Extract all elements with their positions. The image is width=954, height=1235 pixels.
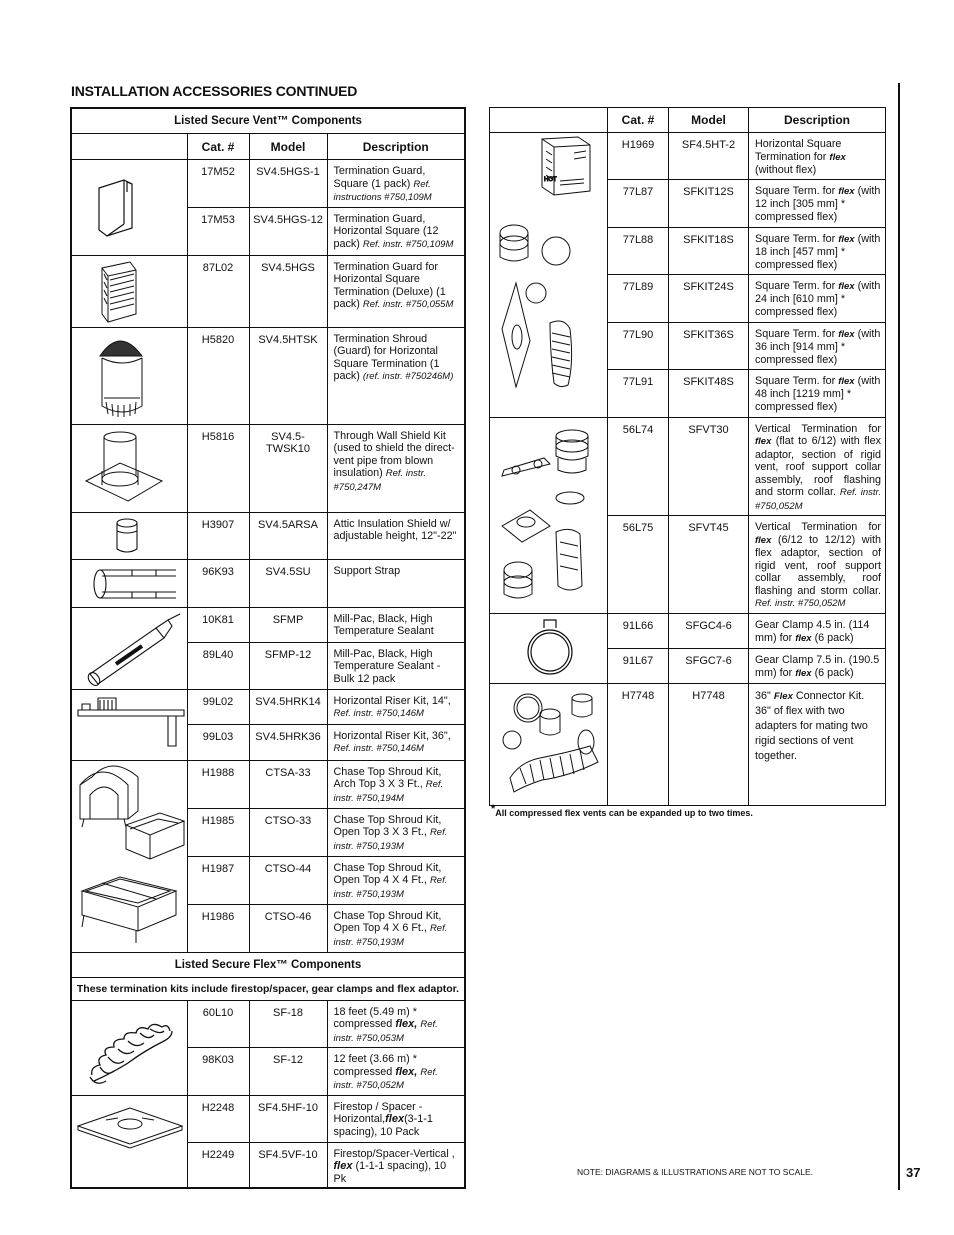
desc-cell bbox=[749, 274, 886, 322]
cat-cell: 77L89 bbox=[608, 274, 669, 322]
ref-text: Ref. instructions #750,109M bbox=[333, 178, 432, 203]
ref-text: Ref. instr. #750,055M bbox=[362, 299, 454, 310]
desc-cell bbox=[749, 614, 886, 649]
cat-cell: 17M52 bbox=[187, 160, 249, 208]
vertical-termination-icon bbox=[490, 418, 608, 614]
desc-cell bbox=[749, 684, 886, 806]
model-cell: SV4.5HRK36 bbox=[249, 724, 327, 760]
model-cell: SFGC7-6 bbox=[669, 649, 749, 684]
desc-cell bbox=[327, 207, 465, 255]
ref-text: (ref. instr. #750246M) bbox=[362, 371, 454, 382]
desc-text: Termination Guard, Square (1 pack) bbox=[333, 165, 426, 190]
cat-cell: 91L67 bbox=[608, 649, 669, 684]
flex-word: flex bbox=[755, 534, 772, 546]
desc-tail: (3-1-1 spacing), 10 Pack bbox=[333, 1113, 433, 1138]
cat-cell: 60L10 bbox=[187, 1000, 249, 1048]
vertical-termination-illustration bbox=[490, 417, 608, 614]
model-cell: SV4.5-TWSK10 bbox=[249, 424, 327, 512]
ref-text: Ref. instr. #750,052M bbox=[755, 487, 881, 512]
attic-shield-illustration bbox=[71, 512, 187, 559]
flex-coil-icon bbox=[72, 1001, 188, 1095]
model-cell: SFKIT48S bbox=[669, 369, 749, 417]
connector-kit-icon bbox=[490, 684, 608, 806]
cat-cell: 77L88 bbox=[608, 227, 669, 274]
cat-cell: 99L02 bbox=[187, 689, 249, 724]
cat-cell: 99L03 bbox=[187, 724, 249, 760]
wall-shield-icon bbox=[72, 425, 188, 513]
flex-section-heading: Listed Secure Flex™ Components bbox=[71, 952, 465, 977]
svg-text:HOT: HOT bbox=[544, 177, 557, 183]
desc-text: Square Term. for bbox=[755, 374, 836, 387]
page-title: INSTALLATION ACCESSORIES CONTINUED bbox=[71, 83, 358, 99]
model-cell: CTSO-46 bbox=[249, 904, 327, 952]
desc-text: Through Wall Shield Kit (used to shield the direct-vent pipe from blown insulation) bbox=[333, 429, 455, 479]
model-cell: CTSO-33 bbox=[249, 808, 327, 856]
cat-cell: 96K93 bbox=[187, 559, 249, 607]
square-termination-kit-illustration bbox=[490, 133, 608, 418]
model-cell: SF4.5HT-2 bbox=[669, 133, 749, 180]
desc-text: Termination Guard, Horizontal Square (12 pack) bbox=[333, 212, 439, 250]
model-cell: SFMP bbox=[249, 607, 327, 642]
desc-cell bbox=[327, 1048, 465, 1096]
model-cell: SF-18 bbox=[249, 1000, 327, 1048]
model-cell: SFKIT18S bbox=[669, 227, 749, 274]
desc-text: Horizontal Square Termination for bbox=[755, 138, 842, 163]
model-cell: SV4.5HGS bbox=[249, 255, 327, 327]
model-cell: SFGC4-6 bbox=[669, 614, 749, 649]
footnote-text: All compressed flex vents can be expanded up to two times. bbox=[495, 808, 753, 818]
desc-tail: (with 36 inch [914 mm] * compressed flex) bbox=[755, 327, 881, 366]
cat-cell: 56L74 bbox=[608, 417, 669, 516]
wall-shield-illustration bbox=[71, 424, 187, 512]
cat-cell: H7748 bbox=[608, 684, 669, 806]
desc-tail: (1-1-1 spacing), 10 Pk bbox=[333, 1160, 447, 1185]
cat-cell: 77L87 bbox=[608, 179, 669, 227]
model-cell: CTSO-44 bbox=[249, 856, 327, 904]
desc-text: Horizontal Riser Kit, 36", bbox=[333, 729, 451, 742]
desc-text: 36" bbox=[755, 690, 771, 702]
desc-cell bbox=[327, 808, 465, 856]
desc-text: Termination Shroud (Guard) for Horizontal Square Termination (1 pack) bbox=[333, 332, 440, 382]
desc-text: Firestop / Spacer - Horizontal, bbox=[333, 1100, 423, 1125]
desc-cell bbox=[327, 689, 465, 724]
flex-termination-table bbox=[489, 107, 886, 806]
model-cell: SFVT45 bbox=[669, 516, 749, 614]
flex-word: flex bbox=[838, 375, 855, 387]
desc-cell bbox=[749, 649, 886, 684]
model-cell: SFKIT24S bbox=[669, 274, 749, 322]
model-cell: SFKIT36S bbox=[669, 322, 749, 369]
desc-tail: (6 pack) bbox=[814, 666, 854, 679]
cat-cell: H2248 bbox=[187, 1095, 249, 1142]
cat-cell: H1987 bbox=[187, 856, 249, 904]
firestop-illustration bbox=[71, 1095, 187, 1188]
desc-tail: (with 48 inch [1219 mm] * compressed flex) bbox=[755, 374, 881, 413]
cat-cell: H5820 bbox=[187, 327, 249, 424]
flex-word: flex, bbox=[395, 1065, 418, 1078]
ref-text: Ref. instr. #750,053M bbox=[333, 1019, 438, 1044]
model-cell: SF4.5VF-10 bbox=[249, 1142, 327, 1188]
page-number: 37 bbox=[906, 1165, 921, 1180]
desc-text: Square Term. for bbox=[755, 184, 836, 197]
flex-word: flex bbox=[795, 667, 812, 679]
desc-text: Termination Guard for Horizontal Square Termination (Deluxe) (1 pack) bbox=[333, 260, 446, 310]
model-cell: SV4.5SU bbox=[249, 559, 327, 607]
desc-tail: (with 12 inch [305 mm] * compressed flex) bbox=[755, 184, 881, 223]
desc-cell bbox=[327, 327, 465, 424]
desc-tail: (with 18 inch [457 mm] * compressed flex) bbox=[755, 232, 881, 271]
cat-cell: H1986 bbox=[187, 904, 249, 952]
desc-text: Firestop/Spacer-Vertical , bbox=[333, 1147, 455, 1160]
chase-top-shroud-icon bbox=[72, 761, 188, 951]
ref-text: Ref. instr. #750,194M bbox=[333, 779, 444, 804]
flex-word: flex bbox=[385, 1113, 405, 1125]
riser-kit-illustration bbox=[71, 689, 187, 760]
desc-text: Horizontal Riser Kit, 14", bbox=[333, 694, 451, 707]
cat-cell: H1969 bbox=[608, 133, 669, 180]
cat-cell: 10K81 bbox=[187, 607, 249, 642]
attic-shield-icon bbox=[72, 513, 188, 560]
cat-cell: H1985 bbox=[187, 808, 249, 856]
flex-word: flex bbox=[838, 185, 855, 197]
desc-text: Gear Clamp 7.5 in. (190.5 mm) for bbox=[755, 654, 880, 679]
termination-guard-illustration bbox=[71, 160, 187, 256]
col-cat-header: Cat. # bbox=[187, 134, 249, 160]
ref-text: Ref. instr. #750,109M bbox=[362, 238, 454, 250]
ref-text: Ref. instr. #750,193M bbox=[333, 923, 448, 948]
model-cell: SV4.5HTSK bbox=[249, 327, 327, 424]
desc-text: Square Term. for bbox=[755, 327, 836, 340]
desc-tail: (6 pack) bbox=[814, 631, 854, 644]
desc-text: Chase Top Shroud Kit, Open Top 4 X 4 Ft., bbox=[333, 861, 442, 886]
image-col-header bbox=[490, 108, 608, 133]
termination-shroud-illustration bbox=[71, 327, 187, 424]
model-cell: H7748 bbox=[669, 684, 749, 806]
desc-cell bbox=[327, 856, 465, 904]
desc-cell: Attic Insulation Shield w/ adjustable height, 12"-22" bbox=[327, 512, 465, 559]
flex-word: flex bbox=[795, 632, 812, 644]
support-strap-icon bbox=[72, 560, 188, 608]
page-margin-rule bbox=[898, 83, 900, 1190]
flex-word: Flex bbox=[773, 691, 793, 702]
flex-word: flex bbox=[755, 436, 772, 447]
desc-text: Chase Top Shroud Kit, Arch Top 3 X 3 Ft., bbox=[333, 765, 442, 790]
deluxe-guard-illustration bbox=[71, 255, 187, 327]
model-cell: SV4.5ARSA bbox=[249, 512, 327, 559]
desc-cell: Mill-Pac, Black, High Temperature Sealant bbox=[327, 607, 465, 642]
desc-cell bbox=[327, 904, 465, 952]
desc-tail: (6/12 to 12/12) with flex adaptor, section of rigid vent, roof support collar assembly, roof flashing and storm collar. bbox=[755, 533, 881, 597]
desc-tail: Connector Kit. 36" of flex with two adapters for mating two rigid sections of vent together. bbox=[755, 690, 868, 762]
gear-clamp-icon bbox=[490, 614, 608, 684]
ref-text: Ref. instr. #750,193M bbox=[333, 875, 448, 900]
desc-cell bbox=[327, 160, 465, 208]
desc-cell bbox=[749, 179, 886, 227]
gear-clamp-illustration bbox=[490, 614, 608, 684]
desc-text: Vertical Termination for bbox=[755, 521, 881, 533]
cat-cell: H5816 bbox=[187, 424, 249, 512]
desc-text: Chase Top Shroud Kit, Open Top 3 X 3 Ft., bbox=[333, 813, 442, 838]
desc-text: 18 feet (5.49 m) * compressed bbox=[333, 1005, 417, 1030]
cat-cell: 77L90 bbox=[608, 322, 669, 369]
desc-cell bbox=[749, 516, 886, 614]
ref-text: Ref. instr. #750,146M bbox=[333, 708, 424, 719]
flex-coil-illustration bbox=[71, 1000, 187, 1095]
termination-shroud-icon bbox=[72, 328, 188, 425]
desc-text: Vertical Termination for bbox=[755, 422, 881, 435]
desc-tail: (flat to 6/12) with flex adaptor, section of rigid vent, roof support collar assembly, roof flashing and storm collar. bbox=[755, 435, 881, 498]
flex-word: flex bbox=[838, 233, 855, 245]
termination-guard-icon bbox=[72, 160, 188, 254]
scale-note: NOTE: DIAGRAMS & ILLUSTRATIONS ARE NOT TO SCALE. bbox=[577, 1167, 814, 1177]
desc-cell bbox=[749, 369, 886, 417]
secure-vent-table bbox=[70, 107, 466, 1189]
col-model-header: Model bbox=[669, 108, 749, 133]
connector-kit-illustration bbox=[490, 684, 608, 806]
cat-cell: 98K03 bbox=[187, 1048, 249, 1096]
flex-word: flex bbox=[838, 328, 855, 340]
desc-cell bbox=[749, 417, 886, 516]
model-cell: SFVT30 bbox=[669, 417, 749, 516]
desc-tail: (with 24 inch [610 mm] * compressed flex) bbox=[755, 279, 881, 318]
riser-kit-icon bbox=[72, 690, 188, 762]
cat-cell: H3907 bbox=[187, 512, 249, 559]
desc-tail: (without flex) bbox=[755, 164, 817, 176]
model-cell: SV4.5HRK14 bbox=[249, 689, 327, 724]
image-col-header bbox=[71, 134, 187, 160]
desc-text: Square Term. for bbox=[755, 232, 836, 245]
flex-word: flex bbox=[333, 1160, 353, 1172]
desc-text: Gear Clamp 4.5 in. (114 mm) for bbox=[755, 619, 870, 644]
cat-cell: H2249 bbox=[187, 1142, 249, 1188]
desc-text: Square Term. for bbox=[755, 279, 836, 292]
desc-cell bbox=[327, 1000, 465, 1048]
deluxe-guard-icon bbox=[72, 256, 188, 328]
desc-cell bbox=[749, 133, 886, 180]
desc-cell bbox=[327, 424, 465, 512]
flex-footnote: *All compressed flex vents can be expanded up to two times. bbox=[491, 803, 753, 818]
desc-cell bbox=[749, 227, 886, 274]
chase-top-shroud-illustration bbox=[71, 760, 187, 952]
firestop-icon bbox=[72, 1096, 188, 1178]
desc-text: 12 feet (3.66 m) * compressed bbox=[333, 1053, 417, 1078]
model-cell: SF-12 bbox=[249, 1048, 327, 1096]
flex-kit-note: These termination kits include firestop/spacer, gear clamps and flex adaptor. bbox=[71, 977, 465, 1000]
cat-cell: 87L02 bbox=[187, 255, 249, 327]
square-termination-kit-icon bbox=[490, 133, 608, 405]
model-cell: SV4.5HGS-1 bbox=[249, 160, 327, 208]
cat-cell: 17M53 bbox=[187, 207, 249, 255]
model-cell: SFMP-12 bbox=[249, 642, 327, 689]
support-strap-illustration bbox=[71, 559, 187, 607]
ref-text: Ref. instr. #750,052M bbox=[333, 1066, 438, 1091]
ref-text: Ref. instr. #750,052M bbox=[755, 598, 846, 609]
flex-word: flex bbox=[829, 151, 846, 163]
desc-cell bbox=[327, 1142, 465, 1188]
sealant-tube-illustration bbox=[71, 607, 187, 689]
model-cell: SFKIT12S bbox=[669, 179, 749, 227]
flex-word: flex bbox=[838, 280, 855, 292]
desc-text: Chase Top Shroud Kit, Open Top 4 X 6 Ft., bbox=[333, 909, 442, 934]
desc-cell bbox=[327, 255, 465, 327]
model-cell: CTSA-33 bbox=[249, 760, 327, 808]
model-cell: SF4.5HF-10 bbox=[249, 1095, 327, 1142]
ref-text: Ref. instr. #750,193M bbox=[333, 827, 448, 852]
cat-cell: 56L75 bbox=[608, 516, 669, 614]
sealant-tube-icon bbox=[72, 608, 188, 690]
desc-cell bbox=[749, 322, 886, 369]
flex-word: flex, bbox=[395, 1018, 418, 1030]
col-desc-header: Description bbox=[327, 134, 465, 160]
desc-cell bbox=[327, 760, 465, 808]
desc-cell bbox=[327, 1095, 465, 1142]
ref-text: Ref. instr. #750,146M bbox=[333, 743, 424, 754]
desc-cell: Support Strap bbox=[327, 559, 465, 607]
vent-section-heading: Listed Secure Vent™ Components bbox=[71, 108, 465, 134]
col-model-header: Model bbox=[249, 134, 327, 160]
model-cell: SV4.5HGS-12 bbox=[249, 207, 327, 255]
cat-cell: H1988 bbox=[187, 760, 249, 808]
cat-cell: 89L40 bbox=[187, 642, 249, 689]
cat-cell: 91L66 bbox=[608, 614, 669, 649]
col-desc-header: Description bbox=[749, 108, 886, 133]
cat-cell: 77L91 bbox=[608, 369, 669, 417]
desc-cell bbox=[327, 724, 465, 760]
desc-cell: Mill-Pac, Black, High Temperature Sealant - Bulk 12 pack bbox=[327, 642, 465, 689]
col-cat-header: Cat. # bbox=[608, 108, 669, 133]
ref-text: Ref. instr. #750,247M bbox=[333, 468, 427, 493]
